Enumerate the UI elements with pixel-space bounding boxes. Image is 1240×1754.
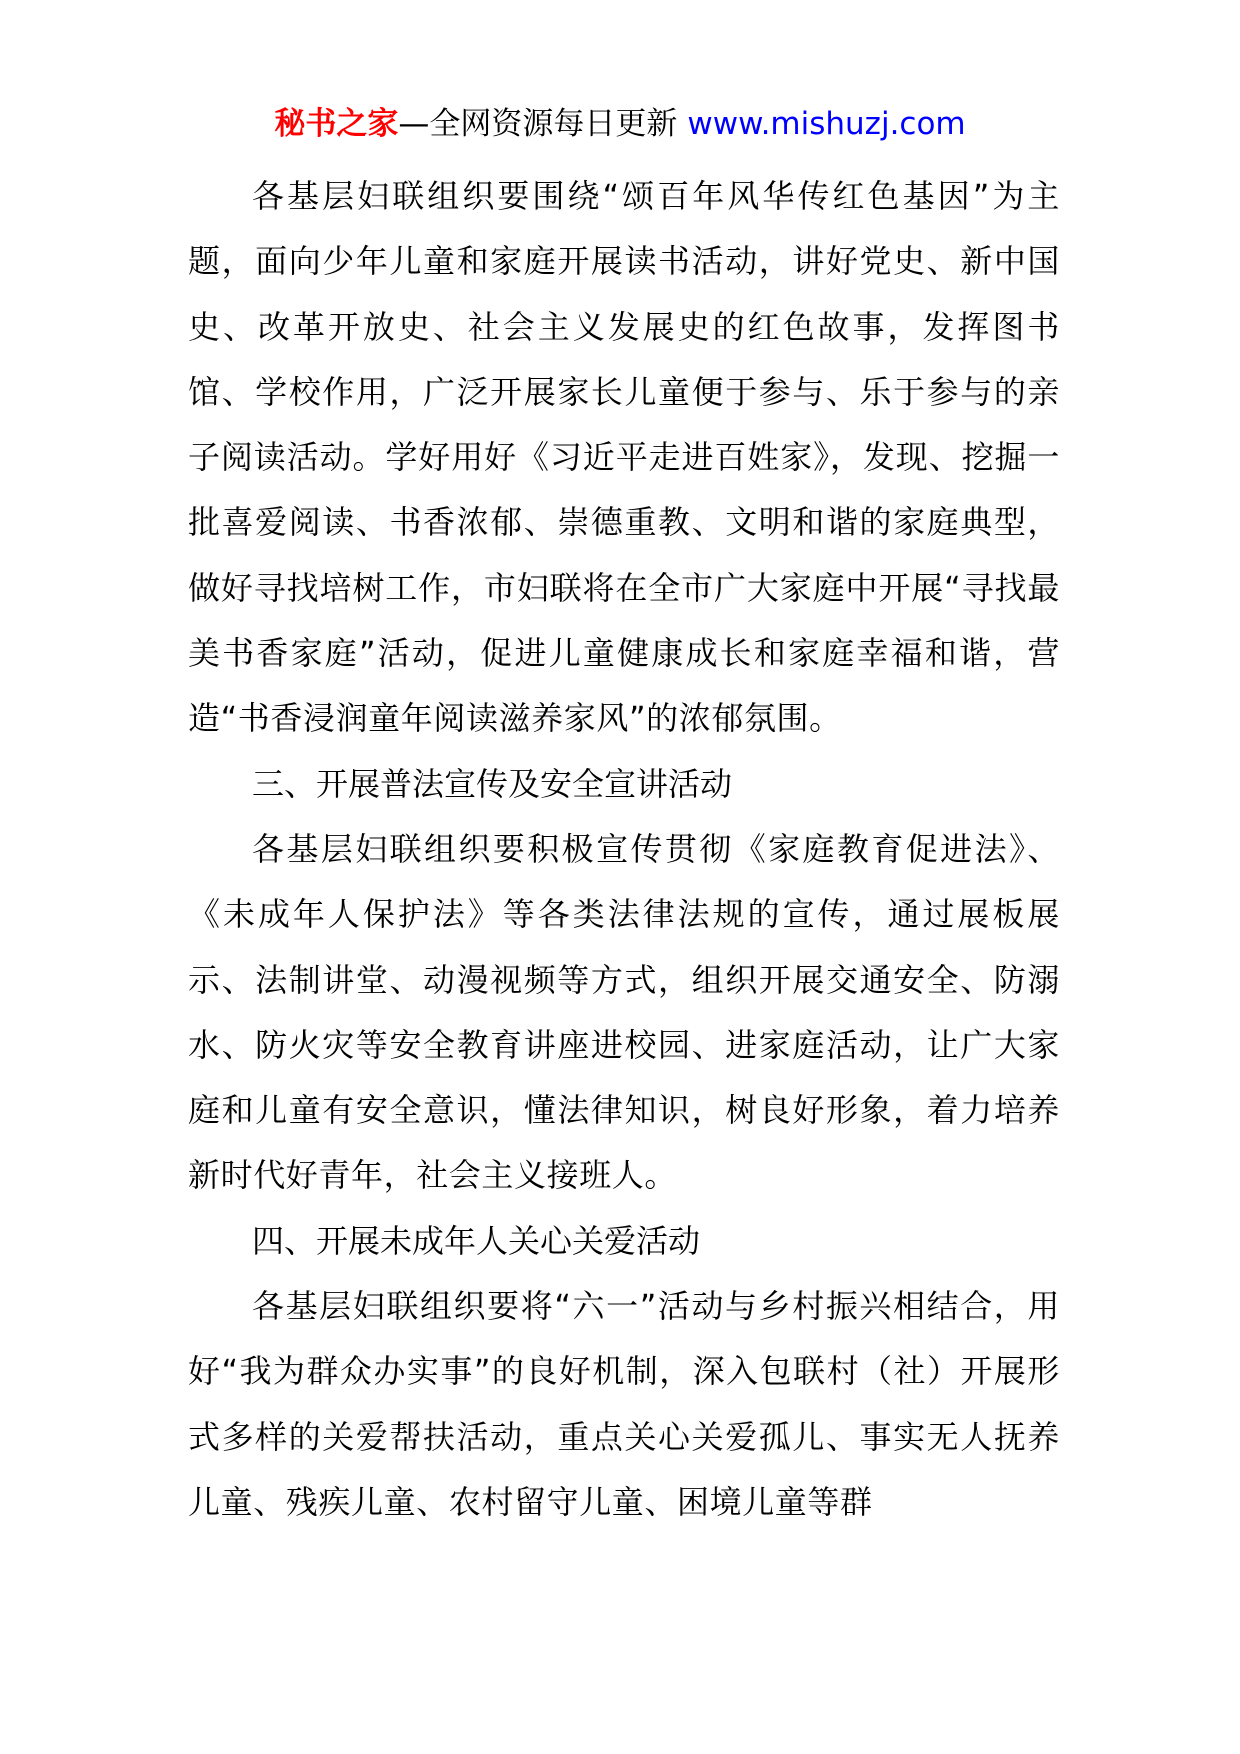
section-heading-3: 三、开展普法宣传及安全宣讲活动 [252,764,733,803]
section-heading-4: 四、开展未成年人关心关爱活动 [252,1221,701,1260]
site-slogan: —全网资源每日更新 [398,106,678,142]
paragraph-legal-education: 各基层妇联组织要积极宣传贯彻《家庭教育促进法》、《未成年人保护法》等各类法律法规的宣传，通过展板展示、法制讲堂、动漫视频等方式，组织开展交通安全、防溺水、防火灾等安全教育讲座进校园、进家庭活动，让广大家庭和儿童有安全意识，懂法律知识，树良好形象，着力培养新时代好青年，社会主义接班人。 [188,829,1060,1195]
paragraph-reading-activity: 各基层妇联组织要围绕“颂百年风华传红色基因”为主题，面向少年儿童和家庭开展读书活动，讲好党史、新中国史、改革开放史、社会主义发展史的红色故事，发挥图书馆、学校作用，广泛开展家长儿童便于参与、乐于参与的亲子阅读活动。学好用好《习近平走进百姓家》，发现、挖掘一批喜爱阅读、书香浓郁、崇德重教、文明和谐的家庭典型，做好寻找培树工作，市妇联将在全市广大家庭中开展“寻找最美书香家庭”活动，促进儿童健康成长和家庭幸福和谐，营造“书香浸润童年阅读滋养家风”的浓郁氛围。 [188,177,1060,738]
site-url-link[interactable]: www.mishuzj.com [687,106,966,142]
document-body [188,164,1060,1535]
paragraph-care-activity: 各基层妇联组织要将“六一”活动与乡村振兴相结合，用好“我为群众办实事”的良好机制，深入包联村（社）开展形式多样的关爱帮扶活动，重点关心关爱孤儿、事实无人抚养儿童、残疾儿童、农村留守儿童、困境儿童等群 [188,1287,1060,1521]
site-brand: 秘书之家 [274,106,399,142]
site-header [0,102,1240,146]
